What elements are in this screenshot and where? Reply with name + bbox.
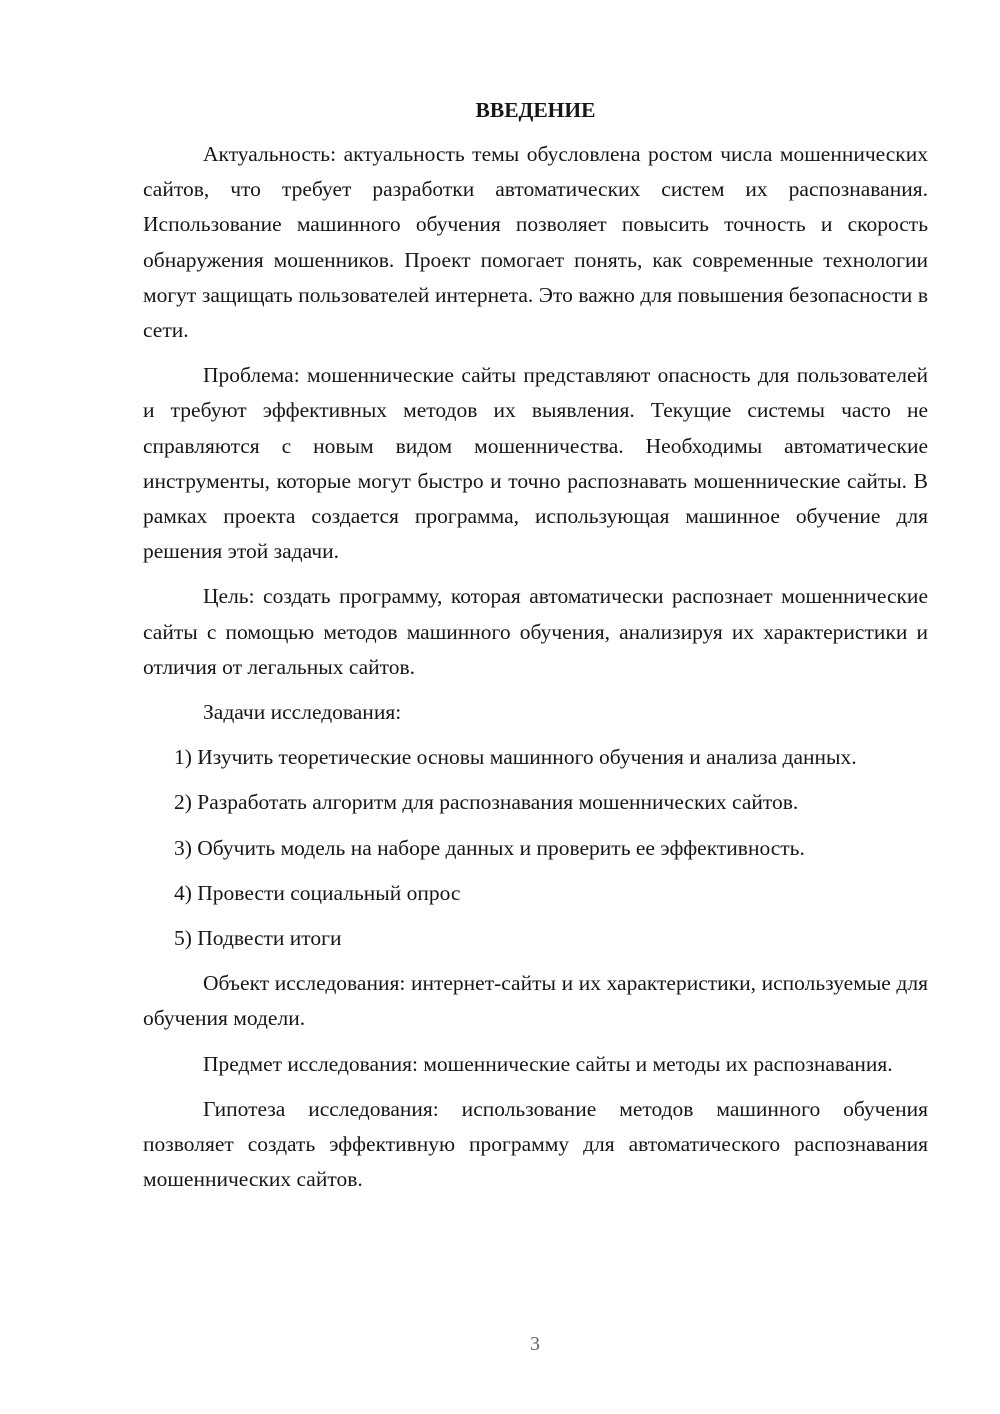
page-number: 3	[530, 1333, 540, 1355]
task-item: 2) Разработать алгоритм для распознавания мошеннических сайтов.	[174, 790, 799, 815]
object-paragraph: Объект исследования: интернет-сайты и их характеристики, используемые для обучения модели.	[143, 971, 928, 1031]
task-item: 1) Изучить теоретические основы машинного обучения и анализа данных.	[174, 745, 857, 770]
tasks-list	[143, 740, 928, 956]
section-title: ВВЕДЕНИЕ	[475, 98, 596, 122]
subject-paragraph: Предмет исследования: мошеннические сайты и методы их распознавания.	[203, 1051, 893, 1076]
document-body	[143, 95, 928, 1207]
task-item: 3) Обучить модель на наборе данных и проверить ее эффективность.	[174, 835, 805, 860]
goal-paragraph: Цель: создать программу, которая автоматически распознает мошеннические сайты с помощью методов машинного обучения, анализируя их характеристики и отличия от легальных сайтов.	[143, 584, 928, 679]
tasks-heading: Задачи исследования:	[203, 700, 402, 725]
task-item: 4) Провести социальный опрос	[174, 880, 461, 905]
hypothesis-paragraph: Гипотеза исследования: использование методов машинного обучения позволяет создать эффективную программу для автоматического распознавания мошеннических сайтов.	[143, 1096, 928, 1192]
relevance-paragraph: Актуальность: актуальность темы обусловлена ростом числа мошеннических сайтов, что требует разработки автоматических систем их распознавания. Использование машинного обучения позволяет повысить точность и скорость обнаружения мошенников. Проект помогает понять, как современные технологии могут защищать пользователей интернета. Это важно для повышения безопасности в сети.	[143, 142, 928, 343]
problem-paragraph: Проблема: мошеннические сайты представляют опасность для пользователей и требуют эффективных методов их выявления. Текущие системы часто не справляются с новым видом мошенничества. Необходимы автоматические инструменты, которые могут быстро и точно распознавать мошеннические сайты. В рамках проекта создается программа, использующая машинное обучение для решения этой задачи.	[143, 363, 928, 564]
task-item: 5) Подвести итоги	[174, 926, 342, 951]
